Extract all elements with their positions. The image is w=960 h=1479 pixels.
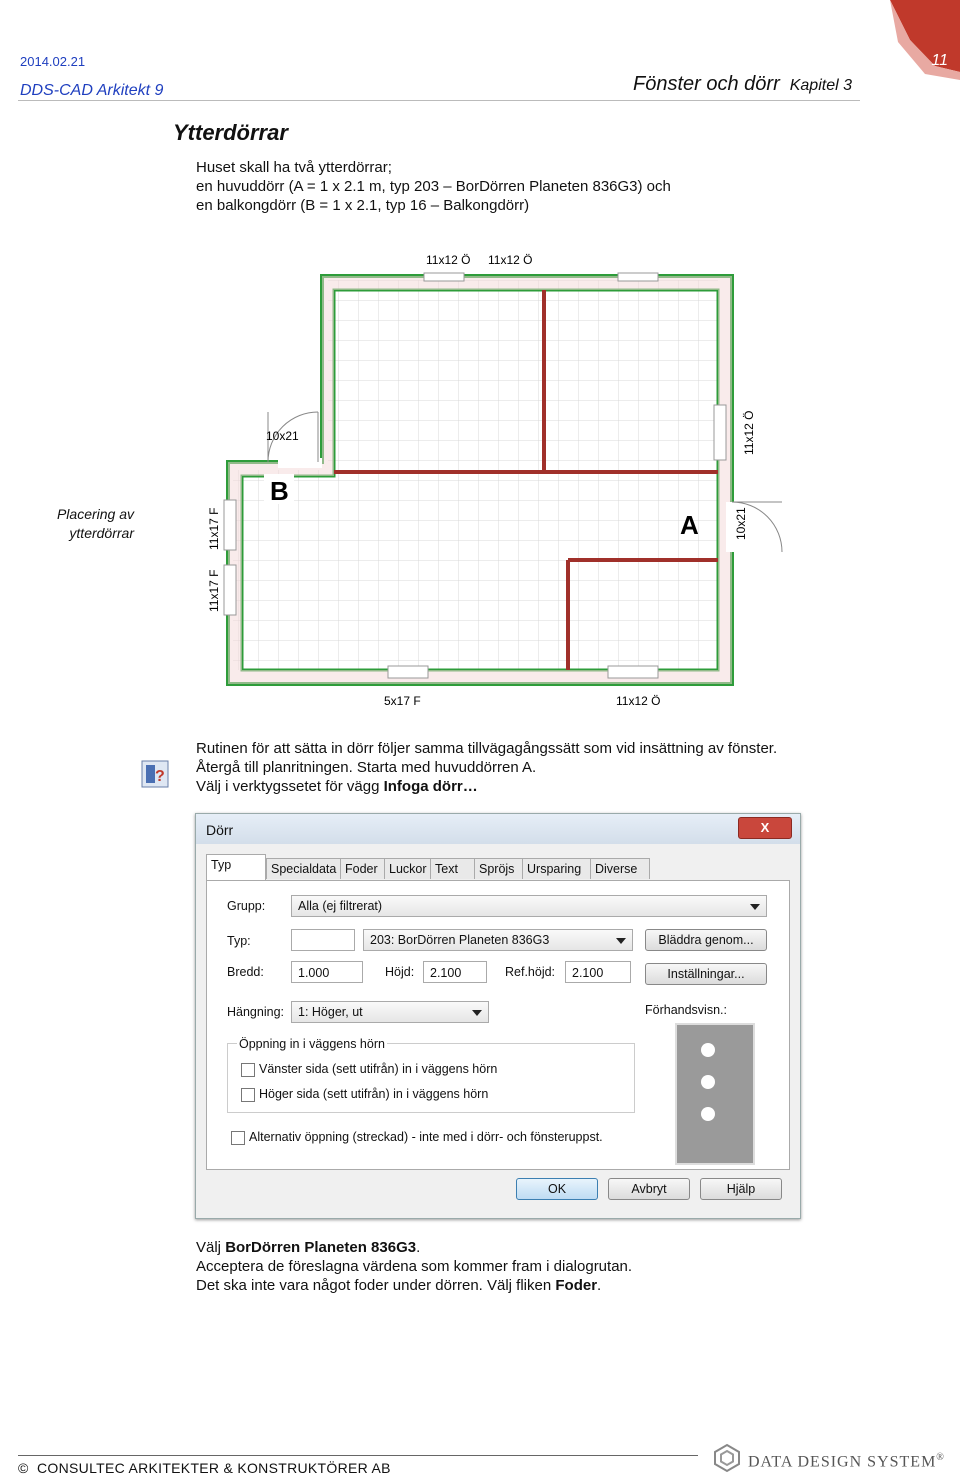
section-title: Ytterdörrar bbox=[173, 120, 288, 145]
window bbox=[388, 666, 428, 678]
after-line bbox=[196, 1276, 632, 1295]
door-preview bbox=[675, 1023, 755, 1165]
chevron-down-icon bbox=[616, 938, 626, 944]
floor-plan bbox=[198, 240, 798, 710]
tool-name: Infoga dörr… bbox=[383, 778, 478, 795]
typ-value: 203: BorDörren Planeten 836G3 bbox=[370, 933, 550, 947]
door-dialog bbox=[195, 813, 801, 1219]
dds-logo-icon bbox=[712, 1443, 742, 1473]
typ-select[interactable] bbox=[363, 929, 633, 951]
plan-label: 11x17 F bbox=[207, 569, 221, 612]
plan-label: 11x17 F bbox=[207, 507, 221, 550]
plan-label: 5x17 F bbox=[384, 694, 421, 708]
after-line bbox=[196, 1238, 632, 1257]
right-corner-label: Höger sida (sett utifrån) in i väggens hörn bbox=[259, 1087, 489, 1101]
window bbox=[714, 405, 726, 460]
window bbox=[424, 273, 464, 281]
door-a-marker: A bbox=[680, 510, 699, 540]
intro-text bbox=[196, 158, 671, 215]
tab-text[interactable]: Text bbox=[430, 858, 478, 879]
help-icon bbox=[141, 760, 169, 788]
tab-typ[interactable]: Typ bbox=[206, 854, 266, 881]
plan-label: 11x12 Ö bbox=[426, 253, 471, 267]
instruction-text: Välj i verktygssetet för vägg bbox=[196, 778, 384, 795]
header-app-name: DDS-CAD Arkitekt 9 bbox=[20, 82, 164, 99]
after-line: Acceptera de föreslagna värdena som kommer fram i dialogrutan. bbox=[196, 1258, 633, 1275]
intro-line: en balkongdörr (B = 1 x 2.1, typ 16 – Balkongdörr) bbox=[196, 197, 530, 214]
settings-button[interactable]: Inställningar... bbox=[645, 963, 767, 985]
tab-diverse[interactable]: Diverse bbox=[590, 858, 650, 879]
door-b-marker: B bbox=[270, 476, 289, 506]
after-dialog-text bbox=[196, 1238, 632, 1295]
refhojd-input[interactable]: 2.100 bbox=[565, 961, 631, 983]
after-text: Det ska inte vara något foder under dörren. Välj fliken bbox=[196, 1277, 556, 1294]
instruction-line bbox=[196, 777, 777, 796]
preview-glass bbox=[701, 1075, 715, 1089]
chapter-title: Fönster och dörr bbox=[633, 73, 780, 95]
left-corner-checkbox[interactable] bbox=[241, 1063, 255, 1077]
after-text: . bbox=[597, 1277, 602, 1294]
hojd-label: Höjd: bbox=[385, 965, 415, 979]
svg-text:?: ? bbox=[155, 768, 165, 785]
logo-name: DATA DESIGN SYSTEM bbox=[748, 1453, 937, 1471]
intro-line: Huset skall ha två ytterdörrar; bbox=[196, 159, 392, 176]
tab-name: Foder bbox=[555, 1277, 598, 1294]
cancel-button[interactable]: Avbryt bbox=[608, 1178, 690, 1200]
after-text: Välj bbox=[196, 1239, 226, 1256]
refhojd-label: Ref.höjd: bbox=[505, 965, 556, 979]
grupp-value: Alla (ej filtrerat) bbox=[298, 899, 383, 913]
page-corner-decoration bbox=[880, 0, 960, 80]
chevron-down-icon bbox=[750, 904, 760, 910]
plan-grid-lower bbox=[233, 470, 718, 670]
tab-panel-typ bbox=[206, 880, 790, 1170]
door-name: BorDörren Planeten 836G3 bbox=[225, 1239, 417, 1256]
window bbox=[618, 273, 658, 281]
instruction-line: Rutinen för att sätta in dörr följer samma tillvägagångssätt som vid insättning av fönster. bbox=[196, 740, 778, 757]
header-date: 2014.02.21 bbox=[20, 54, 86, 69]
chapter-label: Kapitel 3 bbox=[789, 77, 852, 94]
hangning-value: 1: Höger, ut bbox=[298, 1005, 363, 1019]
bredd-input[interactable]: 1.000 bbox=[291, 961, 363, 983]
plan-grid-upper bbox=[328, 280, 718, 470]
footer-rule bbox=[18, 1455, 698, 1456]
plan-label: 11x12 Ö bbox=[742, 410, 756, 455]
preview-label: Förhandsvisn.: bbox=[645, 1003, 727, 1017]
plan-label: 11x12 Ö bbox=[488, 253, 533, 267]
intro-line: en huvuddörr (A = 1 x 2.1 m, typ 203 – BorDörren Planeten 836G3) och bbox=[196, 178, 671, 195]
plan-label: 10x21 bbox=[266, 429, 299, 443]
copyright-symbol: © bbox=[18, 1460, 29, 1476]
company-name: CONSULTEC ARKITEKTER & KONSTRUKTÖRER AB bbox=[37, 1460, 391, 1476]
header-rule bbox=[18, 100, 860, 101]
hojd-input[interactable]: 2.100 bbox=[423, 961, 487, 983]
close-button[interactable]: X bbox=[738, 817, 792, 839]
group-title: Öppning in i väggens hörn bbox=[239, 1037, 385, 1051]
browse-button[interactable]: Bläddra genom... bbox=[645, 929, 767, 951]
ok-button[interactable]: OK bbox=[516, 1178, 598, 1200]
window bbox=[224, 500, 236, 550]
page-number: 11 bbox=[931, 52, 948, 69]
dialog-titlebar bbox=[196, 814, 800, 844]
tab-ursparing[interactable]: Ursparing bbox=[522, 858, 594, 879]
footer-company bbox=[18, 1460, 391, 1476]
dialog-title: Dörr bbox=[206, 822, 234, 838]
typ-label: Typ: bbox=[227, 934, 251, 948]
side-caption-line: ytterdörrar bbox=[69, 525, 134, 541]
right-corner-checkbox[interactable] bbox=[241, 1088, 255, 1102]
typ-code-field[interactable] bbox=[291, 929, 355, 951]
tab-specialdata[interactable]: Specialdata bbox=[266, 858, 344, 879]
registered-mark: ® bbox=[936, 1452, 945, 1463]
help-button[interactable]: Hjälp bbox=[700, 1178, 782, 1200]
corner-opening-group bbox=[227, 1043, 635, 1113]
alt-opening-checkbox[interactable] bbox=[231, 1131, 245, 1145]
preview-glass bbox=[701, 1043, 715, 1057]
dialog-tabs bbox=[206, 856, 790, 880]
grupp-label: Grupp: bbox=[227, 899, 266, 913]
door-b-opening bbox=[278, 458, 322, 468]
alt-opening-label: Alternativ öppning (streckad) - inte med i dörr- och fönsteruppst. bbox=[249, 1130, 603, 1144]
instruction-line: Återgå till planritningen. Starta med huvuddörren A. bbox=[196, 759, 537, 776]
chevron-down-icon bbox=[472, 1010, 482, 1016]
plan-label: 11x12 Ö bbox=[616, 694, 661, 708]
instructions bbox=[196, 739, 777, 796]
tab-sprojs[interactable]: Spröjs bbox=[474, 858, 526, 879]
tab-luckor[interactable]: Luckor bbox=[384, 858, 434, 879]
bredd-label: Bredd: bbox=[227, 965, 264, 979]
grupp-select[interactable] bbox=[291, 895, 767, 917]
tab-foder[interactable]: Foder bbox=[340, 858, 388, 879]
hangning-label: Hängning: bbox=[227, 1005, 284, 1019]
header-chapter bbox=[633, 73, 852, 96]
after-text: . bbox=[416, 1239, 421, 1256]
side-caption-line: Placering av bbox=[56, 506, 134, 522]
preview-glass bbox=[701, 1107, 715, 1121]
logo-text bbox=[748, 1452, 945, 1471]
window bbox=[608, 666, 658, 678]
side-caption bbox=[44, 505, 134, 543]
hangning-select[interactable] bbox=[291, 1001, 489, 1023]
left-corner-label: Vänster sida (sett utifrån) in i väggens hörn bbox=[259, 1062, 498, 1076]
window bbox=[224, 565, 236, 615]
plan-label: 10x21 bbox=[734, 507, 748, 540]
